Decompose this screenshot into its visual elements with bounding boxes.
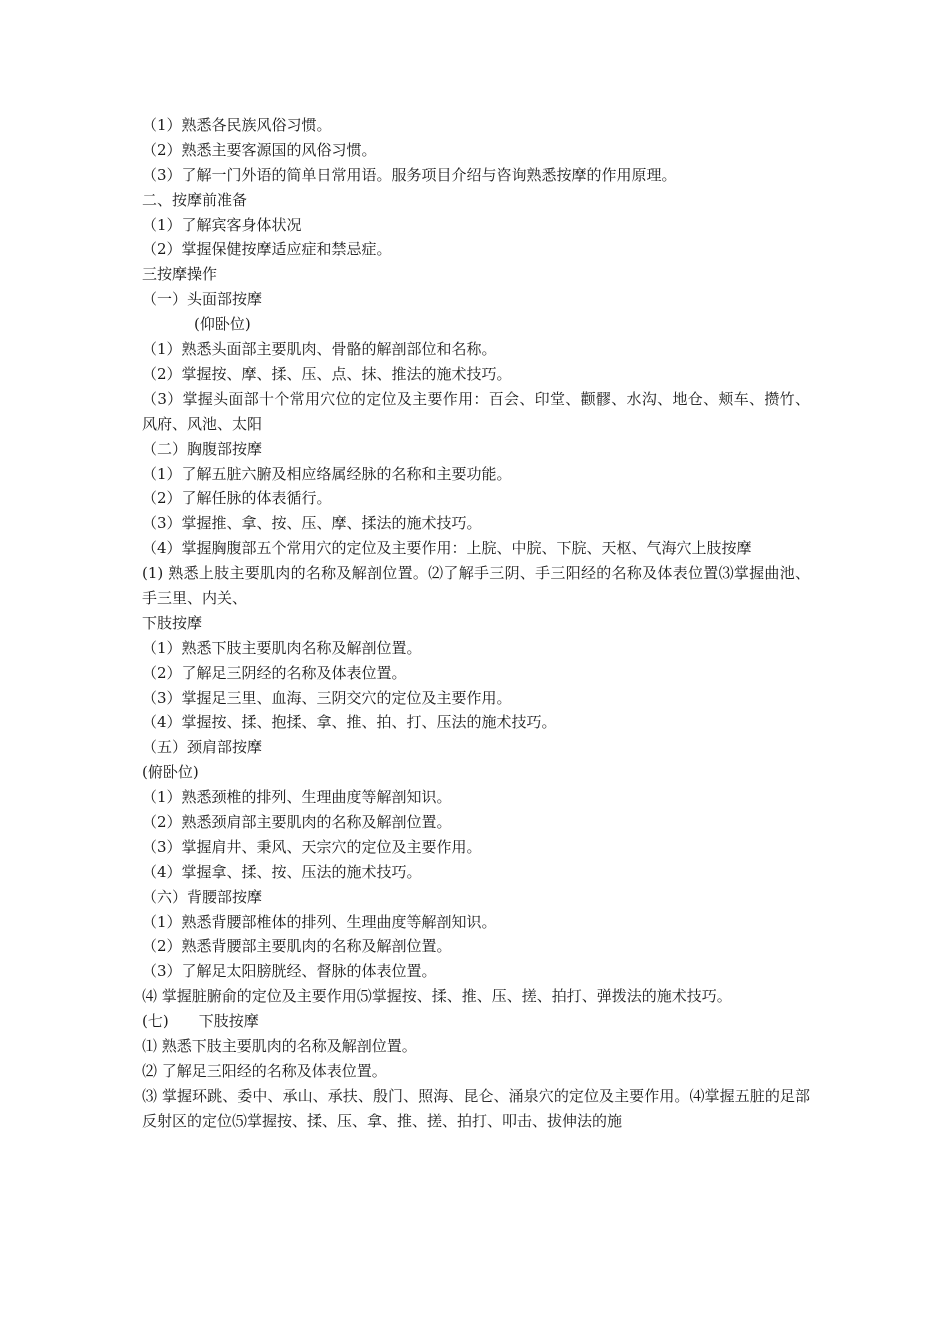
text-line: （3）了解一门外语的简单日常用语。服务项目介绍与咨询熟悉按摩的作用原理。 (142, 165, 677, 184)
subsection-heading: 下肢按摩 (142, 613, 203, 632)
position-note: (俯卧位) (142, 763, 199, 782)
text-line: （3）掌握足三里、血海、三阴交穴的定位及主要作用。 (142, 688, 512, 707)
text-line: （2）掌握按、摩、揉、压、点、抹、推法的施术技巧。 (142, 364, 512, 383)
text-line: ⑴ 熟悉下肢主要肌肉的名称及解剖位置。 (142, 1037, 417, 1056)
text-line: （2）掌握保健按摩适应症和禁忌症。 (142, 240, 392, 259)
text-line: （3）掌握头面部十个常用穴位的定位及主要作用：百会、印堂、颧髎、水沟、地仓、颊车、攒竹、风府、风池、太阳 (142, 389, 810, 433)
text-line: （4）掌握按、揉、抱揉、拿、推、拍、打、压法的施术技巧。 (142, 713, 557, 732)
text-line: （4）掌握拿、揉、按、压法的施术技巧。 (142, 862, 422, 881)
text-line: （3）了解足太阳膀胱经、督脉的体表位置。 (142, 962, 437, 981)
subsection-heading: （二）胸腹部按摩 (142, 439, 263, 458)
text-line: （1）熟悉下肢主要肌肉名称及解剖位置。 (142, 638, 422, 657)
text-line: （2）了解任脉的体表循行。 (142, 489, 332, 508)
text-line: （1）了解宾客身体状况 (142, 215, 302, 234)
text-line: （1）熟悉各民族风俗习惯。 (142, 116, 332, 134)
text-line: ⑶ 掌握环跳、委中、承山、承扶、殷门、照海、昆仑、涌泉穴的定位及主要作用。⑷掌握五脏的足部反射区的定位⑸掌握按、揉、压、拿、推、搓、拍打、叩击、拔伸法的施 (142, 1086, 810, 1130)
text-line: （2）熟悉颈肩部主要肌肉的名称及解剖位置。 (142, 813, 452, 832)
document-body (142, 113, 810, 1134)
subsection-heading: (七) 下肢按摩 (142, 1012, 259, 1031)
text-line: （1）了解五脏六腑及相应络属经脉的名称和主要功能。 (142, 464, 512, 483)
text-line: (1) 熟悉上肢主要肌肉的名称及解剖位置。⑵了解手三阴、手三阳经的名称及体表位置⑶掌握曲池、手三里、内关、 (142, 564, 810, 607)
text-line: （3）掌握肩井、秉风、天宗穴的定位及主要作用。 (142, 837, 482, 856)
position-note: (仰卧位) (194, 315, 251, 334)
section-heading: 三按摩操作 (142, 265, 218, 284)
subsection-heading: （一）头面部按摩 (142, 290, 263, 309)
text-line: （2）熟悉主要客源国的风俗习惯。 (142, 140, 377, 159)
section-heading: 二、按摩前准备 (142, 190, 248, 209)
text-line: ⑷ 掌握脏腑俞的定位及主要作用⑸掌握按、揉、推、压、搓、拍打、弹拨法的施术技巧。 (142, 987, 732, 1006)
subsection-heading: （六）背腰部按摩 (142, 887, 263, 906)
text-line: （2）了解足三阴经的名称及体表位置。 (142, 663, 407, 682)
subsection-heading: （五）颈肩部按摩 (142, 738, 263, 757)
text-line: （1）熟悉头面部主要肌肉、骨骼的解剖部位和名称。 (142, 340, 497, 359)
text-line: （3）掌握推、拿、按、压、摩、揉法的施术技巧。 (142, 514, 482, 533)
text-line: ⑵ 了解足三阳经的名称及体表位置。 (142, 1061, 387, 1080)
text-line: （1）熟悉背腰部椎体的排列、生理曲度等解剖知识。 (142, 912, 497, 931)
text-line: （2）熟悉背腰部主要肌肉的名称及解剖位置。 (142, 937, 452, 956)
text-line: （1）熟悉颈椎的排列、生理曲度等解剖知识。 (142, 788, 452, 807)
text-line: （4）掌握胸腹部五个常用穴的定位及主要作用：上脘、中脘、下脘、天枢、气海穴上肢按摩 (142, 539, 752, 558)
